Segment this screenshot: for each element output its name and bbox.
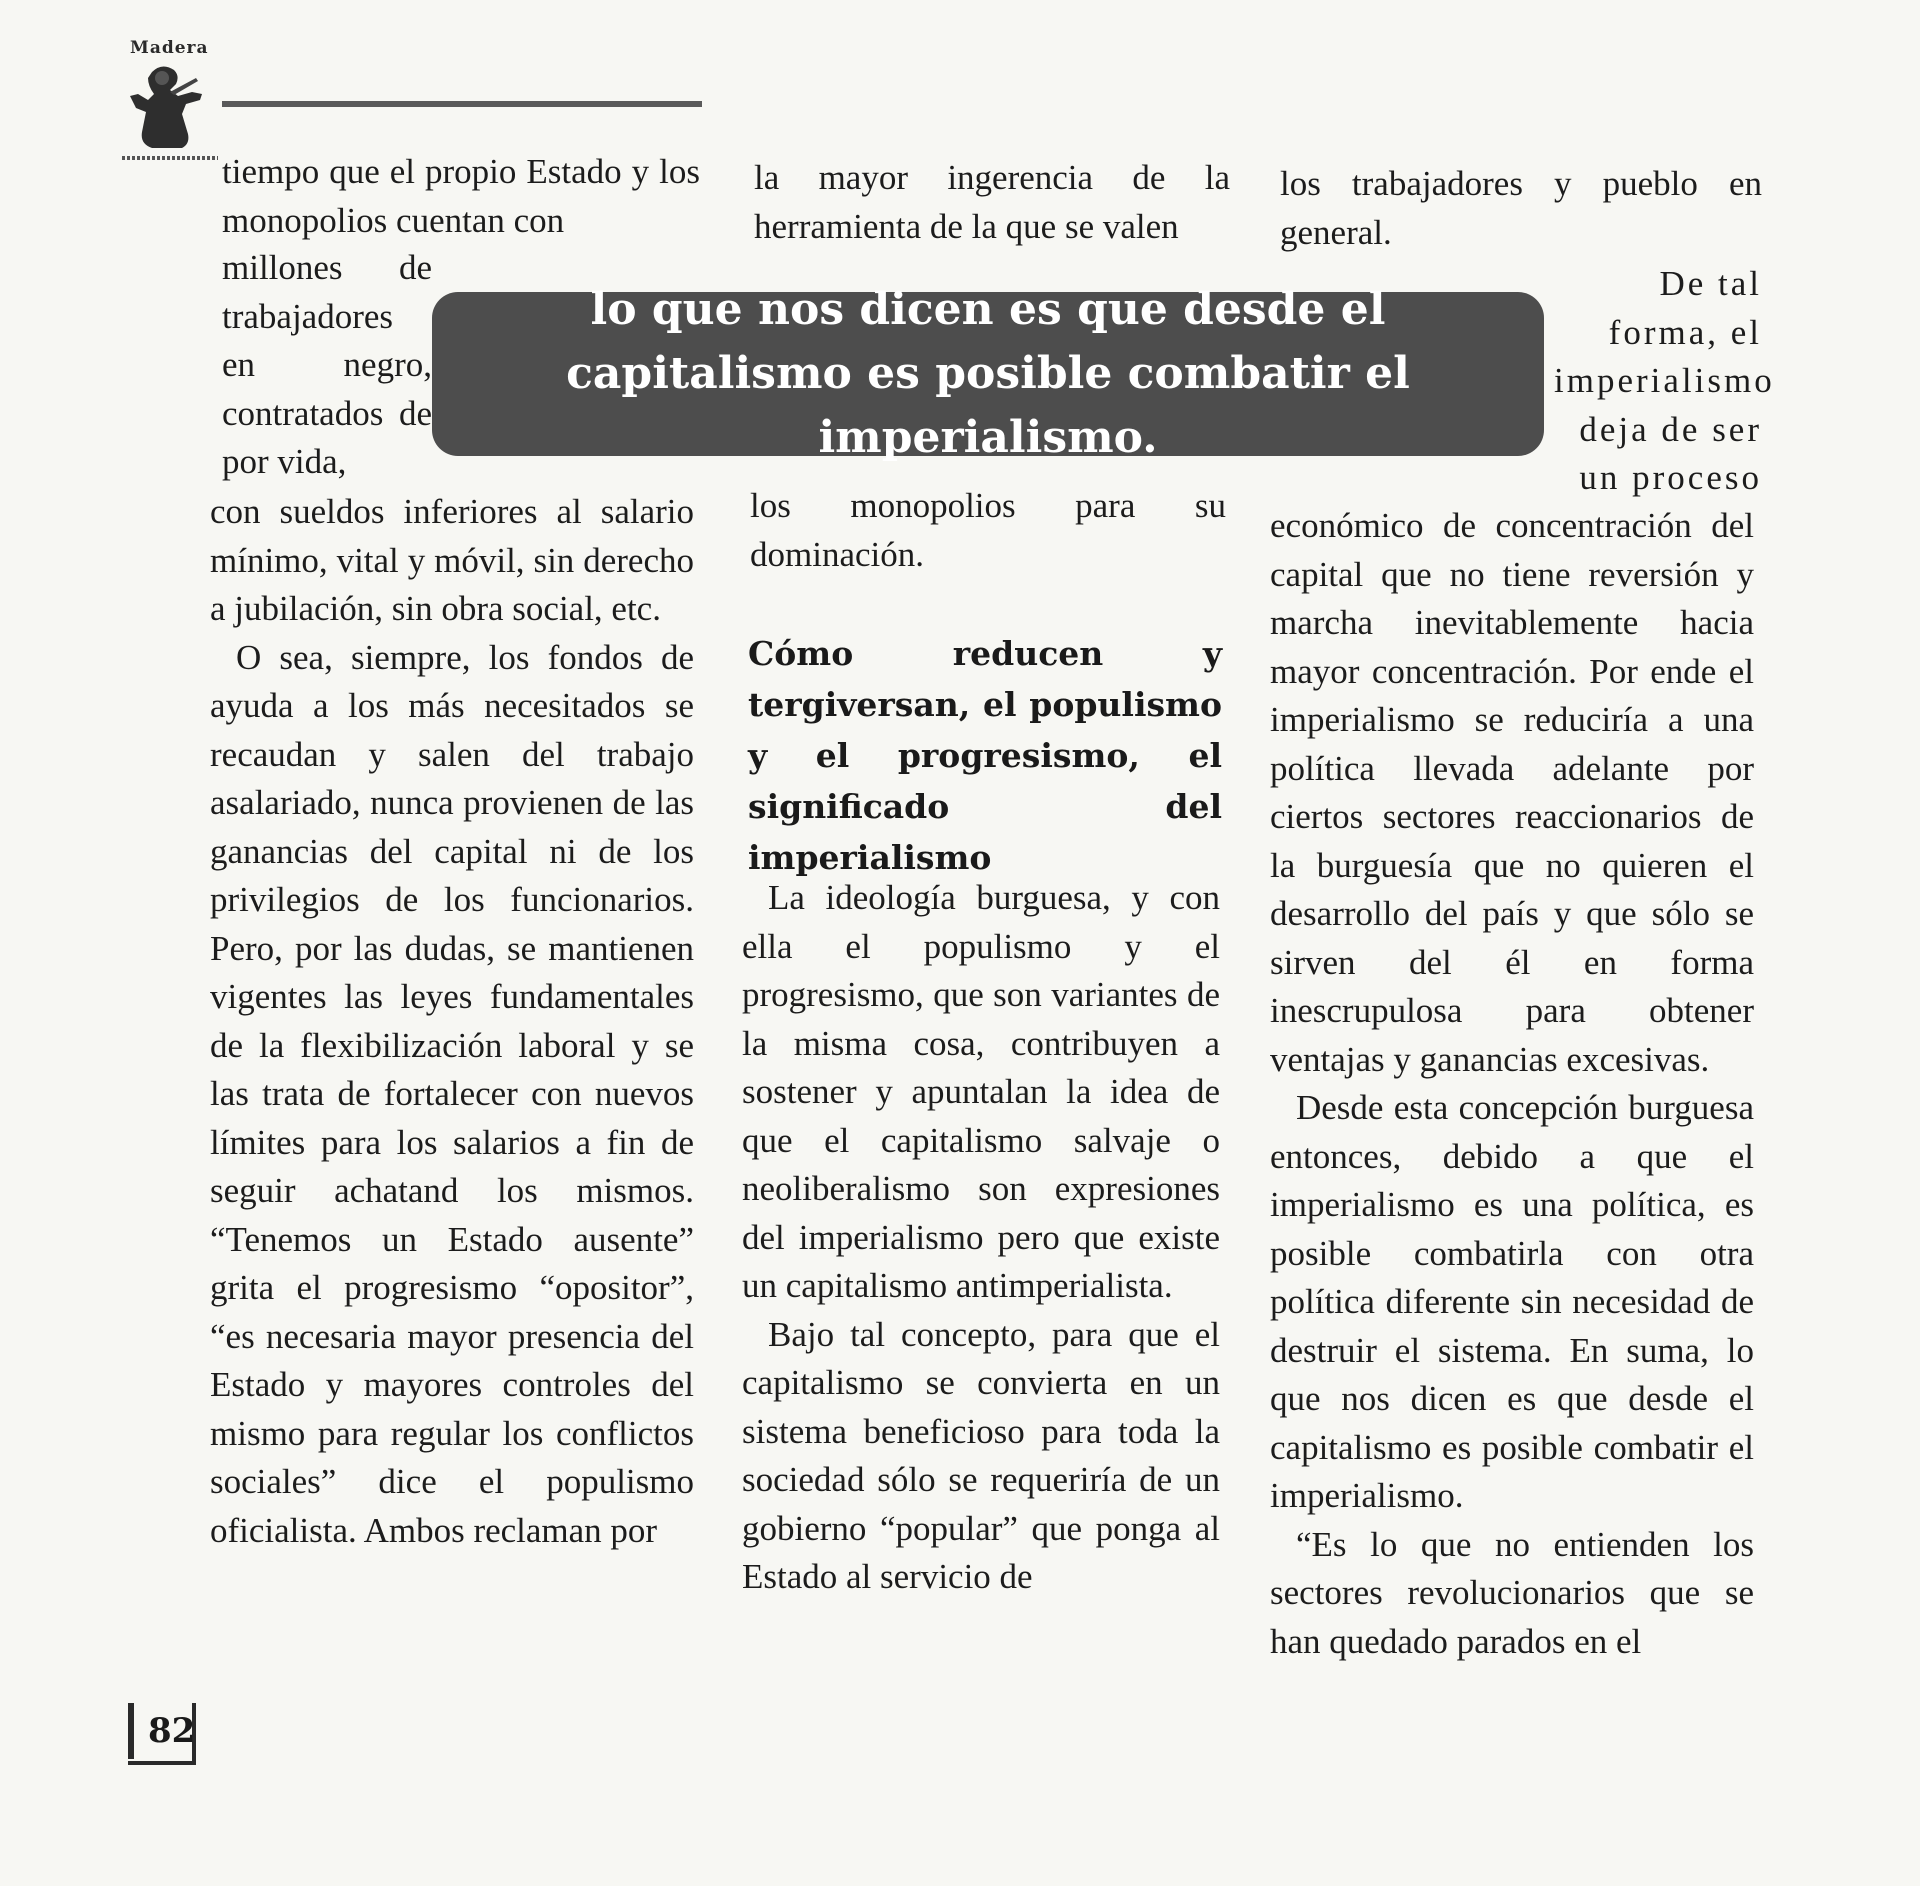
column2-paragraph-2: La ideología burguesa, y con ella el populismo y el progresismo, que son variantes de la misma cosa, contribuyen a sostener y apuntalan la idea de que el capitalismo salvaje o neoliberalismo son expresiones del imperialismo pero que existe un capitalismo antimperialista. xyxy=(742,878,1220,1305)
column2-paragraph-top: la mayor ingerencia de la herramienta de la que se valen xyxy=(754,158,1230,246)
column3-paragraph-1: los trabajadores y pueblo en general. xyxy=(1280,164,1762,252)
page-number-box xyxy=(128,1703,196,1765)
column3-paragraph-3: Desde esta concepción burguesa entonces, debido a que el imperialismo es una política, es posible combatirla con otra política diferente sin necesidad de destruir el sistema. En suma, lo que nos dicen es que desde el capitalismo es posible combatir el imperialismo. xyxy=(1270,1088,1754,1515)
logo-title: Madera xyxy=(130,38,209,58)
column1-intro xyxy=(222,148,700,245)
column1-body xyxy=(210,488,694,1555)
column2-intro xyxy=(754,154,1230,251)
column3-paragraph-4: “Es lo que no entienden los sectores revolucionarios que se han quedado parados en el xyxy=(1270,1524,1754,1661)
page-number: 82 xyxy=(148,1711,196,1751)
column3-wrap xyxy=(1554,260,1775,503)
column2-continuation xyxy=(750,482,1226,579)
logo-caption-rule xyxy=(122,156,218,160)
column1-paragraph-top: tiempo que el propio Estado y los monopolios cuentan con xyxy=(222,152,700,240)
column2-body xyxy=(742,874,1220,1602)
column3-body xyxy=(1270,502,1754,1666)
column3-intro xyxy=(1280,160,1762,257)
soldier-figure-icon xyxy=(122,62,214,156)
column2-paragraph-3: Bajo tal concepto, para que el capitalismo se convierta en un sistema beneficioso para toda la sociedad sólo se requeriría de un gobierno “popular” que ponga al Estado al servicio de xyxy=(742,1314,1220,1596)
column1-paragraph-rest: con sueldos inferiores al salario mínimo, vital y móvil, sin derecho a jubilación, sin obra social, etc. xyxy=(210,492,694,628)
column3-paragraph-wrap: De tal forma, el imperialismo deja de ser un proceso xyxy=(1554,264,1775,497)
column3-paragraph-rest: económico de concentración del capital que no tiene reversión y marcha inevitablemente hacia mayor concentración. Por ende el imperialismo se reduciría a una política llevada adelante por ciertos sectores reaccionarios de la burguesía que no quieren el desarrollo del país y que sólo se sirven del él en forma inescrupulosa para obtener ventajas y ganancias excesivas. xyxy=(1270,506,1754,1079)
column1-paragraph-wrap: millones de trabajadores en negro, contratados de por vida, xyxy=(222,248,432,481)
header-rule xyxy=(222,101,702,107)
column2-paragraph-rest: los monopolios para su dominación. xyxy=(750,486,1226,574)
magazine-logo xyxy=(122,38,214,162)
pull-quote: lo que nos dicen es que desde el capitalismo es posible combatir el imperialismo. xyxy=(432,292,1544,456)
section-heading: Cómo reducen y tergiversan, el populismo y el progresismo, el significado del imperialismo xyxy=(748,634,1222,877)
column1-wrap xyxy=(222,244,432,487)
column1-paragraph-2: O sea, siempre, los fondos de ayuda a los más necesitados se recaudan y salen del trabajo asalariado, nunca provienen de las ganancias del capital ni de los privilegios de los funcionarios. Pero, por las dudas, se mantienen vigentes las leyes fundamentales de la flexibilización laboral y se las trata de fortalecer con nuevos límites para los salarios a fin de seguir achatand los mismos. “Tenemos un Estado ausente” grita el progresismo “opositor”, “es necesaria mayor presencia del Estado y mayores controles del mismo para regular los conflictos sociales” dice el populismo oficialista. Ambos reclaman por xyxy=(210,637,694,1550)
